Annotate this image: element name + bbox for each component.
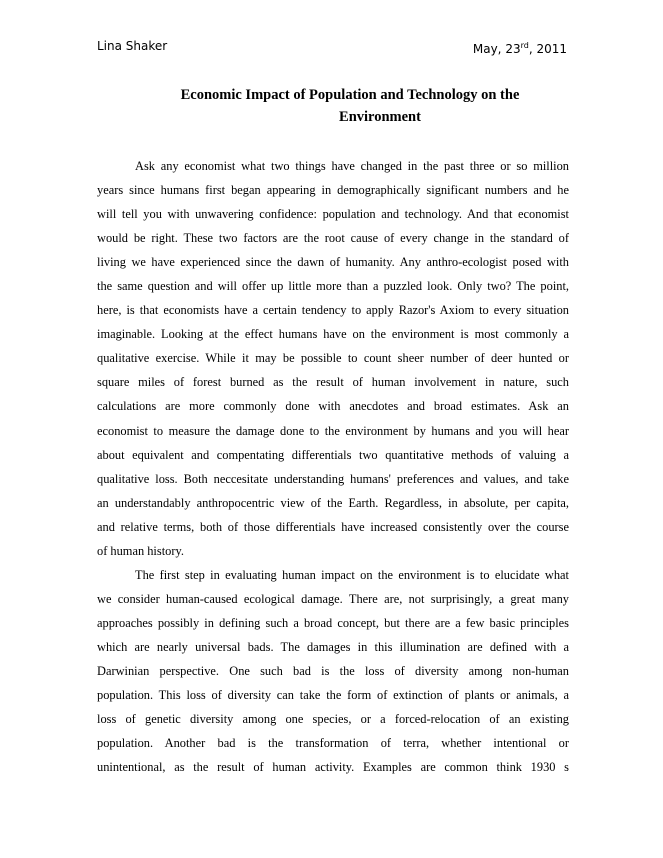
paragraph-line: of human history.	[97, 543, 184, 558]
paragraph-line: Ask any economist what two things have changed in the past three or so million	[135, 159, 569, 173]
header-date-ordinal: rd	[520, 41, 529, 50]
paragraph-line: qualitative loss. Both neccesitate understanding humans' preferences and values, and take	[97, 471, 569, 486]
paragraph-line: The first step in evaluating human impact on the environment is to elucidate what	[135, 568, 569, 582]
paragraph-line: imaginable. Looking at the effect humans have on the environment is most commonly a	[97, 327, 569, 342]
paragraph-line: years since humans first began appearing in demographically significant numbers and he	[97, 183, 569, 198]
paragraph-line: we consider human-caused ecological damage. There are, not surprisingly, a great many	[97, 592, 569, 607]
paragraph-line: would be right. These two factors are the root cause of every change in the standard of	[97, 231, 569, 246]
document-title	[120, 84, 580, 128]
title-line: Environment	[339, 109, 421, 125]
paragraph-line: Darwinian perspective. One such bad is the loss of diversity among non-human	[97, 664, 569, 679]
paragraph-line: an understandably anthropocentric view of the Earth. Regardless, in absolute, per capita,	[97, 495, 569, 510]
header-date-day: May, 23	[472, 42, 521, 56]
paragraph-line: which are nearly universal bads. The damages in this illumination are defined with a	[97, 640, 569, 655]
paragraph-2	[97, 563, 569, 779]
paragraph-1	[97, 154, 569, 563]
paragraph-line: economist to measure the damage done to the environment by humans and you will hear	[97, 423, 569, 438]
paragraph-line: population. This loss of diversity can take the form of extinction of plants or animals, a	[97, 688, 569, 703]
header-date	[473, 38, 567, 57]
paragraph-line: calculations are more commonly done with anecdotes and broad estimates. Ask an	[97, 399, 569, 414]
paragraph-line: loss of genetic diversity among one species, or a forced-relocation of an existing	[97, 712, 569, 727]
paragraph-line: the same question and will offer up little more than a puzzled look. Only two? The point,	[97, 279, 569, 294]
paragraph-line: will tell you with unwavering confidence: population and technology. And that economist	[97, 207, 569, 222]
paragraph-line: here, is that economists have a certain tendency to apply Razor's Axiom to every situation	[97, 303, 569, 318]
paragraph-line: and relative terms, both of those differentials have increased consistently over the course	[97, 519, 569, 534]
paragraph-line: qualitative exercise. While it may be possible to count sheer number of deer hunted or	[97, 351, 569, 366]
paragraph-line: population. Another bad is the transformation of terra, whether intentional or	[97, 736, 569, 751]
paragraph-line: approaches possibly in defining such a broad concept, but there are a few basic principles	[97, 616, 569, 631]
paragraph-line: about equivalent and compentating differentials two quantitative methods of valuing a	[97, 447, 569, 462]
paragraph-line: living we have experienced since the dawn of humanity. Any anthro-ecologist posed with	[97, 255, 569, 270]
title-line: Economic Impact of Population and Technology on the	[180, 87, 520, 103]
header-author: Lina Shaker	[97, 39, 168, 53]
header-date-year: , 2011	[528, 42, 567, 56]
paragraph-line: square miles of forest burned as the result of human involvement in nature, such	[97, 375, 569, 390]
paragraph-line: unintentional, as the result of human activity. Examples are common think 1930 s	[97, 760, 569, 775]
